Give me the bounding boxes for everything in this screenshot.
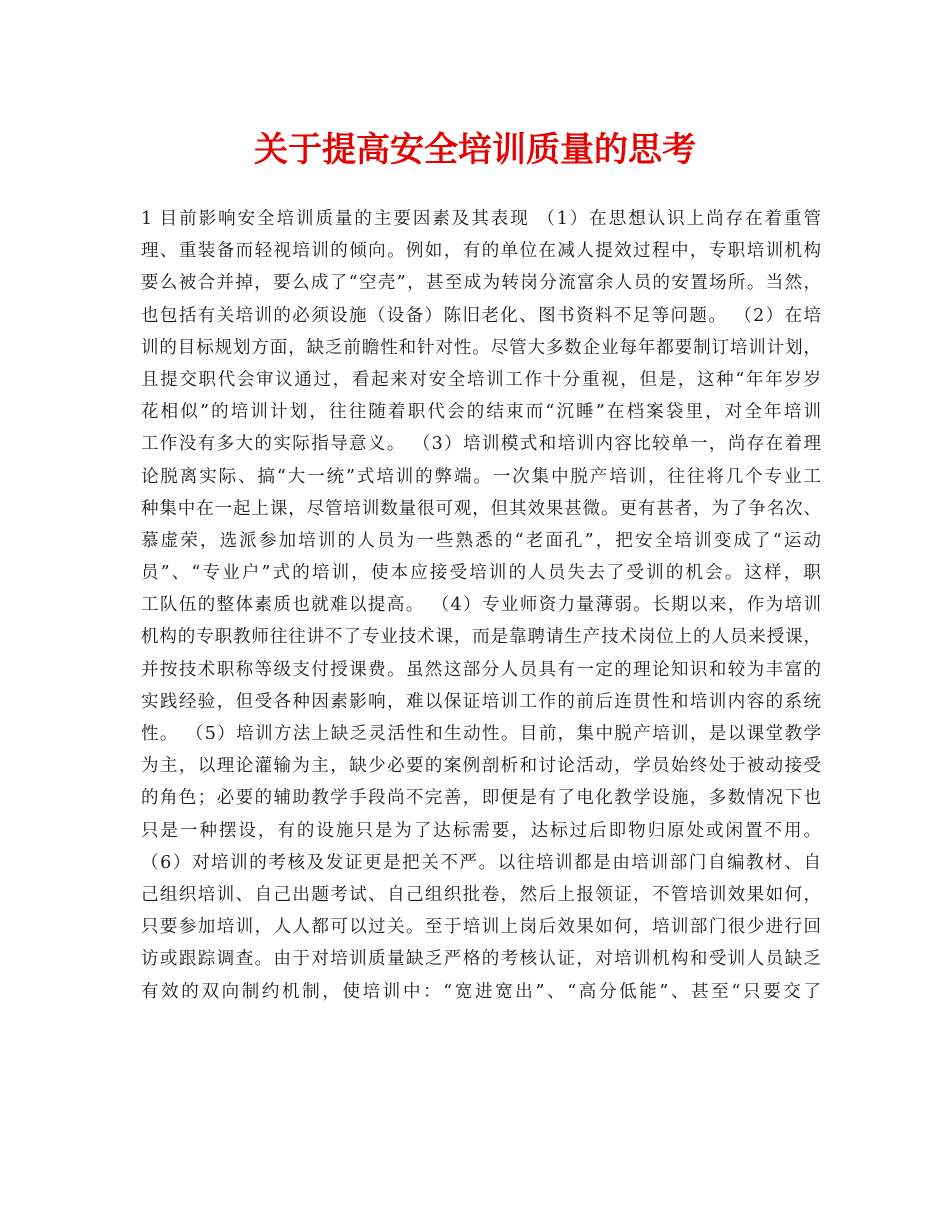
body-line: 的角色；必要的辅助教学手段尚不完善，即便是有了电化教学设施，多数情况下也 (141, 788, 821, 809)
body-line: 要么被合并掉，要么成了“空壳”，甚至成为转岗分流富余人员的安置场所。当然， (141, 273, 821, 294)
body-line: 机构的专职教师往往讲不了专业技术课，而是靠聘请生产技术岗位上的人员来授课， (141, 627, 821, 648)
body-line: 慕虚荣，选派参加培训的人员为一些熟悉的“老面孔”，把安全培训变成了“运动 (141, 530, 821, 551)
body-line: 1 目前影响安全培训质量的主要因素及其表现 （1）在思想认识上尚存在着重管 (141, 209, 821, 229)
body-line: 实践经验，但受各种因素影响，难以保证培训工作的前后连贯性和培训内容的系统 (141, 691, 821, 712)
body-line: 只是一种摆设，有的设施只是为了达标需要，达标过后即物归原处或闲置不用。 (141, 820, 821, 841)
body-line: 只要参加培训，人人都可以过关。至于培训上岗后效果如何，培训部门很少进行回 (141, 917, 821, 938)
body-line: 有效的双向制约机制，使培训中：“宽进宽出”、“高分低能”、甚至“只要交了 (141, 981, 821, 1002)
body-line: 为主，以理论灌输为主，缺少必要的案例剖析和讨论活动，学员始终处于被动接受 (141, 756, 821, 777)
body-line: 工作没有多大的实际指导意义。 （3）培训模式和培训内容比较单一，尚存在着理 (141, 434, 821, 455)
body-line: 工队伍的整体素质也就难以提高。 （4）专业师资力量薄弱。长期以来，作为培训 (141, 595, 821, 616)
body-line: 员”、“专业户”式的培训，使本应接受培训的人员失去了受训的机会。这样，职 (141, 563, 821, 584)
document-body (141, 203, 821, 1008)
body-line: 且提交职代会审议通过，看起来对安全培训工作十分重视，但是，这种“年年岁岁 (141, 369, 821, 390)
body-line: 种集中在一起上课，尽管培训数量很可观，但其效果甚微。更有甚者，为了争名次、 (141, 498, 821, 519)
body-line: 也包括有关培训的必须设施（设备）陈旧老化、图书资料不足等问题。 （2）在培 (141, 305, 821, 326)
body-line: 论脱离实际、搞“大一统”式培训的弊端。一次集中脱产培训，往往将几个专业工 (141, 466, 821, 487)
body-line: 花相似”的培训计划，往往随着职代会的结束而“沉睡”在档案袋里，对全年培训 (141, 402, 821, 423)
document-title: 关于提高安全培训质量的思考 (254, 130, 696, 170)
body-line: 理、重装备而轻视培训的倾向。例如，有的单位在减人提效过程中，专职培训机构 (141, 241, 821, 262)
body-line: 性。 （5）培训方法上缺乏灵活性和生动性。目前，集中脱产培训，是以课堂教学 (141, 724, 821, 744)
body-line: 并按技术职称等级支付授课费。虽然这部分人员具有一定的理论知识和较为丰富的 (141, 659, 821, 680)
body-line: 己组织培训、自己出题考试、自己组织批卷，然后上报领证，不管培训效果如何， (141, 884, 821, 905)
body-line: 访或跟踪调查。由于对培训质量缺乏严格的考核认证，对培训机构和受训人员缺乏 (141, 949, 821, 970)
body-line: 训的目标规划方面，缺乏前瞻性和针对性。尽管大多数企业每年都要制订培训计划， (141, 337, 821, 358)
body-line: （6）对培训的考核及发证更是把关不严。以往培训都是由培训部门自编教材、自 (141, 852, 821, 873)
